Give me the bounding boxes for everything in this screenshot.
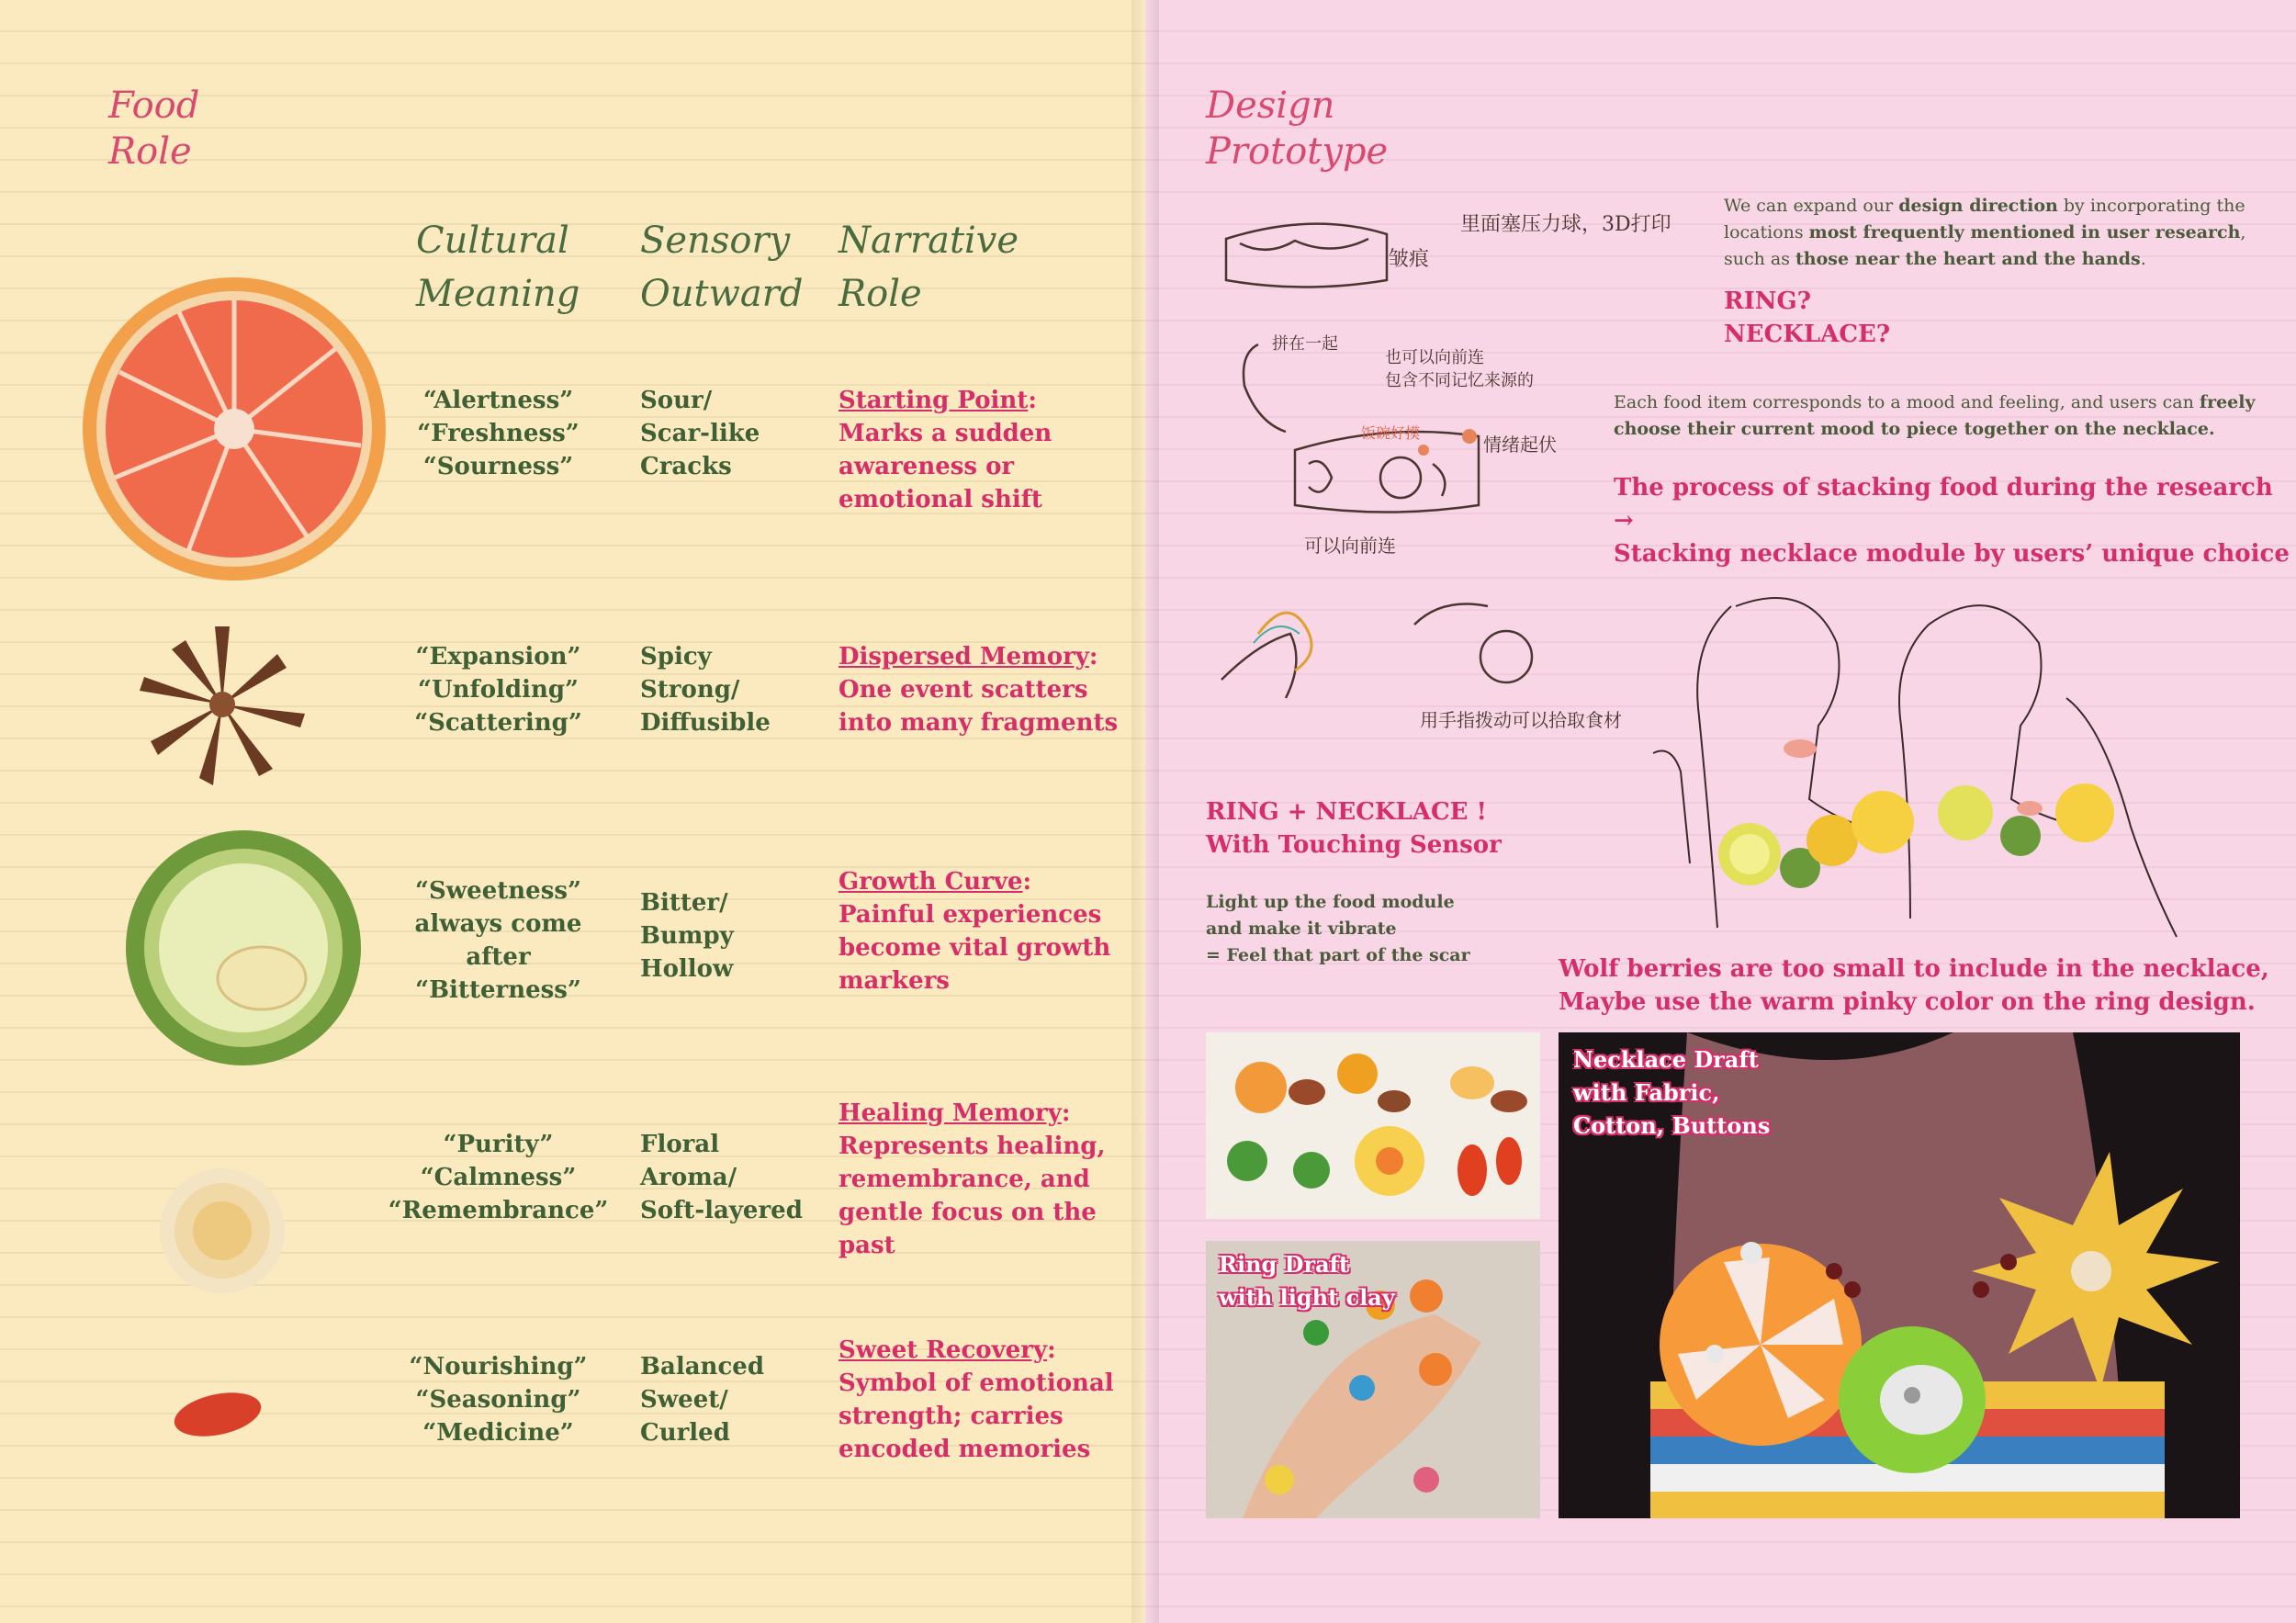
mood-text: Each food item corresponds to a mood and feeling, and users can freely choose their current mood to piece together on the necklace. — [1614, 392, 2256, 439]
row5-narrative: Sweet Recovery: Symbol of emotional strength; carries encoded memories — [838, 1336, 1114, 1463]
sensor-description: Light up the food module and make it vibrate = Feel that part of the scar — [1206, 892, 1470, 965]
wolf-berry-note: Wolf berries are too small to include in the necklace, Maybe use the warm pinky color on the ring design. — [1559, 955, 2269, 1016]
clay-pieces-photo — [1206, 1032, 1540, 1219]
row5-cultural: “Nourishing” “Seasoning” “Medicine” — [409, 1353, 588, 1447]
sketch-note-2: 皱痕 — [1389, 248, 1430, 271]
page-fold — [1131, 0, 1159, 1623]
design-prototype-title: Design Prototype — [1206, 85, 1389, 173]
sketch-note-3: 拼在一起 — [1272, 334, 1338, 354]
chrysanthemum-icon — [156, 1157, 289, 1304]
sketch-note-4: 也可以向前连 — [1385, 348, 1484, 367]
row1-sensory: Sour/ Scar-like Cracks — [640, 387, 760, 480]
sketch-note-8: 可以向前连 — [1304, 535, 1396, 557]
row3-cultural: “Sweetness” always come after “Bitterness” — [414, 877, 582, 1004]
ring-draft-label: Ring Draft with light clay — [1219, 1251, 1395, 1311]
row2-cultural: “Expansion” “Unfolding” “Scattering” — [414, 643, 582, 737]
ring-necklace-question: RING? NECKLACE? — [1724, 287, 1891, 348]
necklace-draft-label: Necklace Draft with Fabric, Cotton, Buttons — [1573, 1046, 1771, 1139]
row4-cultural: “Purity” “Calmness” “Remembrance” — [388, 1131, 609, 1224]
row2-sensory: Spicy Strong/ Diffusible — [640, 643, 771, 737]
bitter-melon-slice-icon — [119, 827, 367, 1070]
header-sensory-outward: Sensory Outward — [640, 220, 804, 315]
row4-narrative: Healing Memory: Represents healing, remembrance, and gentle focus on the past — [838, 1099, 1106, 1259]
sketch-note-9: 用手指拨动可以拾取食材 — [1420, 709, 1622, 731]
row3-narrative: Growth Curve: Painful experiences become vital growth markers — [838, 868, 1111, 995]
header-cultural-meaning: Cultural Meaning — [416, 220, 580, 315]
ring-draft-photo — [1206, 1241, 1540, 1518]
sketch-note-6: 饭碗好摸 — [1361, 424, 1421, 442]
intro-text: We can expand our design direction by incorporating the locations most frequently mentioned in user research, such as those near the heart and the hands. — [1724, 196, 2246, 269]
row3-sensory: Bitter/ Bumpy Hollow — [640, 889, 734, 983]
row5-sensory: Balanced Sweet/ Curled — [640, 1353, 765, 1447]
figure-illustration — [1626, 588, 2223, 946]
sketch-note-5: 包含不同记忆来源的 — [1385, 371, 1534, 390]
row4-sensory: Floral Aroma/ Soft-layered — [640, 1131, 803, 1224]
row2-narrative: Dispersed Memory: One event scatters into many fragments — [838, 643, 1119, 737]
sketch-note-1: 里面塞压力球，3D打印 — [1460, 213, 1671, 236]
sketch-note-7: 情绪起伏 — [1483, 434, 1557, 456]
design-sketches — [1203, 202, 1662, 753]
necklace-draft-photo — [1559, 1032, 2240, 1518]
header-narrative-role: Narrative Role — [838, 220, 1019, 315]
food-role-title: Food Role — [108, 85, 200, 173]
row1-narrative: Starting Point: Marks a sudden awareness or emotional shift — [838, 387, 1052, 513]
grapefruit-slice-icon — [78, 271, 390, 588]
star-anise-icon — [133, 620, 312, 790]
row1-cultural: “Alertness” “Freshness” “Sourness” — [417, 387, 580, 480]
ring-plus-necklace-title: RING + NECKLACE ! With Touching Sensor — [1206, 798, 1502, 859]
wolfberry-icon — [170, 1387, 266, 1442]
arrow-right-icon: → — [1614, 507, 1634, 535]
stacking-process-text: The process of stacking food during the research → Stacking necklace module by users’ unique choice — [1614, 474, 2290, 568]
